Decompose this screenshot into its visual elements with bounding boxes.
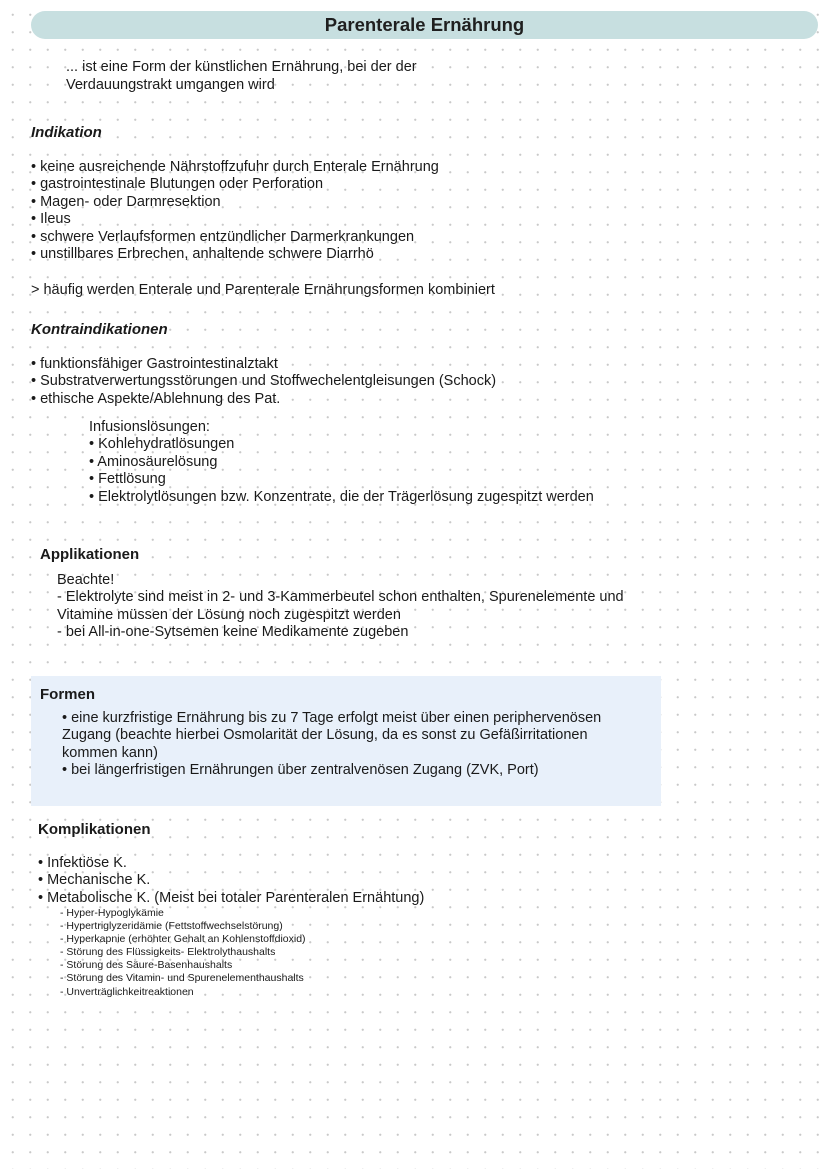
kombiniert-note: > häufig werden Enterale und Parenterale Ernährungsformen kombiniert bbox=[31, 282, 495, 298]
text-line: - Elektrolyte sind meist in 2- und 3-Kammerbeutel schon enthalten, Spurenelemente und bbox=[57, 589, 624, 606]
infusion-heading: Infusionslösungen: bbox=[89, 419, 210, 435]
list-item: • Metabolische K. (Meist bei totaler Parenteralen Ernähtung) bbox=[38, 889, 425, 906]
list-item: • Ileus bbox=[31, 211, 71, 228]
applikationen-heading: Applikationen bbox=[40, 546, 140, 563]
sub-item: - Störung des Vitamin- und Spurenelementhaushalts bbox=[60, 972, 304, 985]
list-item: • Elektrolytlösungen bzw. Konzentrate, die der Trägerlösung zugespitzt werden bbox=[89, 488, 594, 505]
list-item: • Fettlösung bbox=[89, 471, 166, 488]
list-item: • ethische Aspekte/Ablehnung des Pat. bbox=[31, 390, 281, 407]
sub-item: - Unverträglichkeitreaktionen bbox=[60, 985, 194, 998]
sub-item: - Störung des Säure-Basenhaushalts bbox=[60, 959, 233, 972]
list-item: • funktionsfähiger Gastrointestinalztakt bbox=[31, 356, 278, 372]
metabolisch-sublist bbox=[60, 907, 306, 999]
sub-item: - Hypertriglyzeridämie (Fettstoffwechselstörung) bbox=[60, 920, 283, 933]
sub-item: - Störung des Flüssigkeits- Elektrolythaushalts bbox=[60, 946, 276, 959]
list-item: • keine ausreichende Nährstoffzufuhr durch Enterale Ernährung bbox=[31, 159, 439, 175]
kontraindikationen-list bbox=[31, 356, 496, 408]
intro-line: Verdauungstrakt umgangen wird bbox=[66, 77, 275, 93]
page-title: Parenterale Ernährung bbox=[324, 14, 525, 35]
text-line: Vitamine müssen der Lösung noch zugespitzt werden bbox=[57, 606, 401, 623]
applikationen-text bbox=[57, 572, 624, 642]
intro-text bbox=[66, 58, 417, 94]
list-item: • Mechanische K. bbox=[38, 872, 151, 889]
formen-text bbox=[62, 710, 601, 780]
list-item: • schwere Verlaufsformen entzündlicher Darmerkrankungen bbox=[31, 228, 415, 245]
komplikationen-heading: Komplikationen bbox=[38, 821, 151, 838]
text-line: Beachte! bbox=[57, 572, 115, 588]
text-line: • eine kurzfristige Ernährung bis zu 7 Tage erfolgt meist über einen periphervenösen bbox=[62, 710, 602, 726]
list-item: • gastrointestinale Blutungen oder Perforation bbox=[31, 176, 324, 193]
list-item: • Kohlehydratlösungen bbox=[89, 436, 235, 453]
indikation-heading: Indikation bbox=[31, 124, 102, 141]
text-line: Zugang (beachte hierbei Osmolarität der Lösung, da es sonst zu Gefäßirritationen bbox=[62, 727, 588, 744]
list-item: • Substratverwertungsstörungen und Stoffwechelentgleisungen (Schock) bbox=[31, 373, 497, 390]
formen-heading: Formen bbox=[40, 686, 96, 703]
text-line: • bei längerfristigen Ernährungen über zentralvenösen Zugang (ZVK, Port) bbox=[62, 762, 539, 779]
infusion-list bbox=[89, 419, 594, 506]
indikation-list bbox=[31, 159, 439, 263]
formen-box bbox=[31, 676, 661, 806]
kontraindikationen-heading: Kontraindikationen bbox=[31, 321, 168, 338]
text-line: kommen kann) bbox=[62, 744, 158, 761]
text-line: - bei All-in-one-Sytsemen keine Medikamente zugeben bbox=[57, 624, 409, 641]
list-item: • unstillbares Erbrechen, anhaltende schwere Diarrhö bbox=[31, 246, 374, 263]
list-item: • Infektiöse K. bbox=[38, 855, 127, 871]
list-item: • Magen- oder Darmresektion bbox=[31, 193, 221, 210]
komplikationen-list bbox=[38, 855, 424, 907]
intro-line: ... ist eine Form der künstlichen Ernährung, bei der der bbox=[66, 59, 417, 75]
sub-item: - Hyperkapnie (erhöhter Gehalt an Kohlenstoffdioxid) bbox=[60, 933, 306, 946]
title-banner bbox=[31, 11, 818, 39]
sub-item: - Hyper-Hypoglykämie bbox=[60, 907, 164, 919]
list-item: • Aminosäurelösung bbox=[89, 453, 218, 470]
